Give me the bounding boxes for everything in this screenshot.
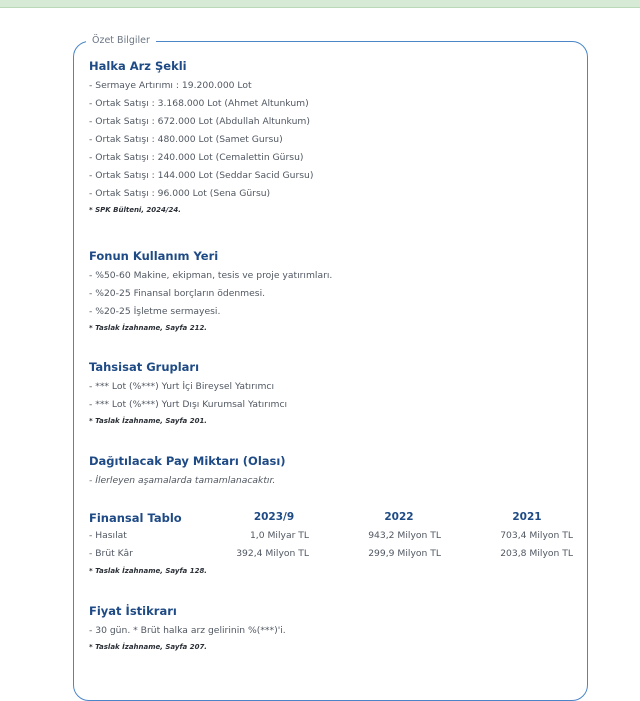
source-note: * Taslak İzahname, Sayfa 212. <box>89 324 207 332</box>
list-item: - Ortak Satışı : 3.168.000 Lot (Ahmet Altunkum) <box>89 98 309 109</box>
section-title-fon: Fonun Kullanım Yeri <box>89 249 219 263</box>
row-label: - Hasılat <box>89 530 127 541</box>
column-header: 2023/9 <box>253 511 295 523</box>
section-title-finansal: Finansal Tablo <box>89 511 182 525</box>
column-header: 2022 <box>384 511 414 523</box>
table-cell: 392,4 Milyon TL <box>236 548 309 559</box>
section-tahsisat <box>89 359 579 428</box>
row-label: - Brüt Kâr <box>89 548 133 559</box>
section-title-tahsisat: Tahsisat Grupları <box>89 360 200 374</box>
section-finansal <box>89 510 579 578</box>
list-item: - *** Lot (%***) Yurt İçi Bireysel Yatırımcı <box>89 381 274 392</box>
list-item: - %20-25 Finansal borçların ödenmesi. <box>89 288 266 299</box>
list-item: - %50-60 Makine, ekipman, tesis ve proje yatırımları. <box>89 270 333 281</box>
list-item: - Ortak Satışı : 672.000 Lot (Abdullah Altunkum) <box>89 116 310 127</box>
top-bar <box>0 0 640 8</box>
table-row <box>89 528 579 546</box>
column-header: 2021 <box>512 511 542 523</box>
table-cell: 203,8 Milyon TL <box>500 548 573 559</box>
section-fon <box>89 248 579 335</box>
table-cell: 703,4 Milyon TL <box>500 530 573 541</box>
list-item: - Ortak Satışı : 240.000 Lot (Cemalettin Gürsu) <box>89 152 304 163</box>
list-item: - Ortak Satışı : 96.000 Lot (Sena Gürsu) <box>89 188 271 199</box>
summary-legend: Özet Bilgiler <box>86 33 156 49</box>
section-title-halka-arz: Halka Arz Şekli <box>89 59 187 73</box>
table-cell: 299,9 Milyon TL <box>368 548 441 559</box>
list-item: - Ortak Satışı : 144.000 Lot (Seddar Sacid Gursu) <box>89 170 314 181</box>
table-row <box>89 546 579 564</box>
source-note: * SPK Bülteni, 2024/24. <box>89 206 181 214</box>
list-item: - %20-25 İşletme sermayesi. <box>89 306 221 317</box>
table-cell: 1,0 Milyar TL <box>249 530 309 541</box>
source-note: * Taslak İzahname, Sayfa 201. <box>89 417 207 425</box>
source-note: * Taslak İzahname, Sayfa 207. <box>89 643 207 651</box>
dagitim-text: - İlerleyen aşamalarda tamamlanacaktır. <box>89 475 276 486</box>
list-item: - *** Lot (%***) Yurt Dışı Kurumsal Yatırımcı <box>89 399 288 410</box>
fiyat-text: - 30 gün. * Brüt halka arz gelirinin %(***)'i. <box>89 625 286 636</box>
finansal-header-row <box>89 510 579 528</box>
section-halka-arz <box>89 58 579 217</box>
table-cell: 943,2 Milyon TL <box>368 530 441 541</box>
list-item: - Sermaye Artırımı : 19.200.000 Lot <box>89 80 252 91</box>
section-title-dagitim: Dağıtılacak Pay Miktarı (Olası) <box>89 454 286 468</box>
section-fiyat <box>89 603 579 654</box>
list-item: - Ortak Satışı : 480.000 Lot (Samet Gursu) <box>89 134 283 145</box>
source-note: * Taslak İzahname, Sayfa 128. <box>89 567 207 575</box>
section-title-fiyat: Fiyat İstikrarı <box>89 604 177 618</box>
section-dagitim <box>89 453 579 490</box>
